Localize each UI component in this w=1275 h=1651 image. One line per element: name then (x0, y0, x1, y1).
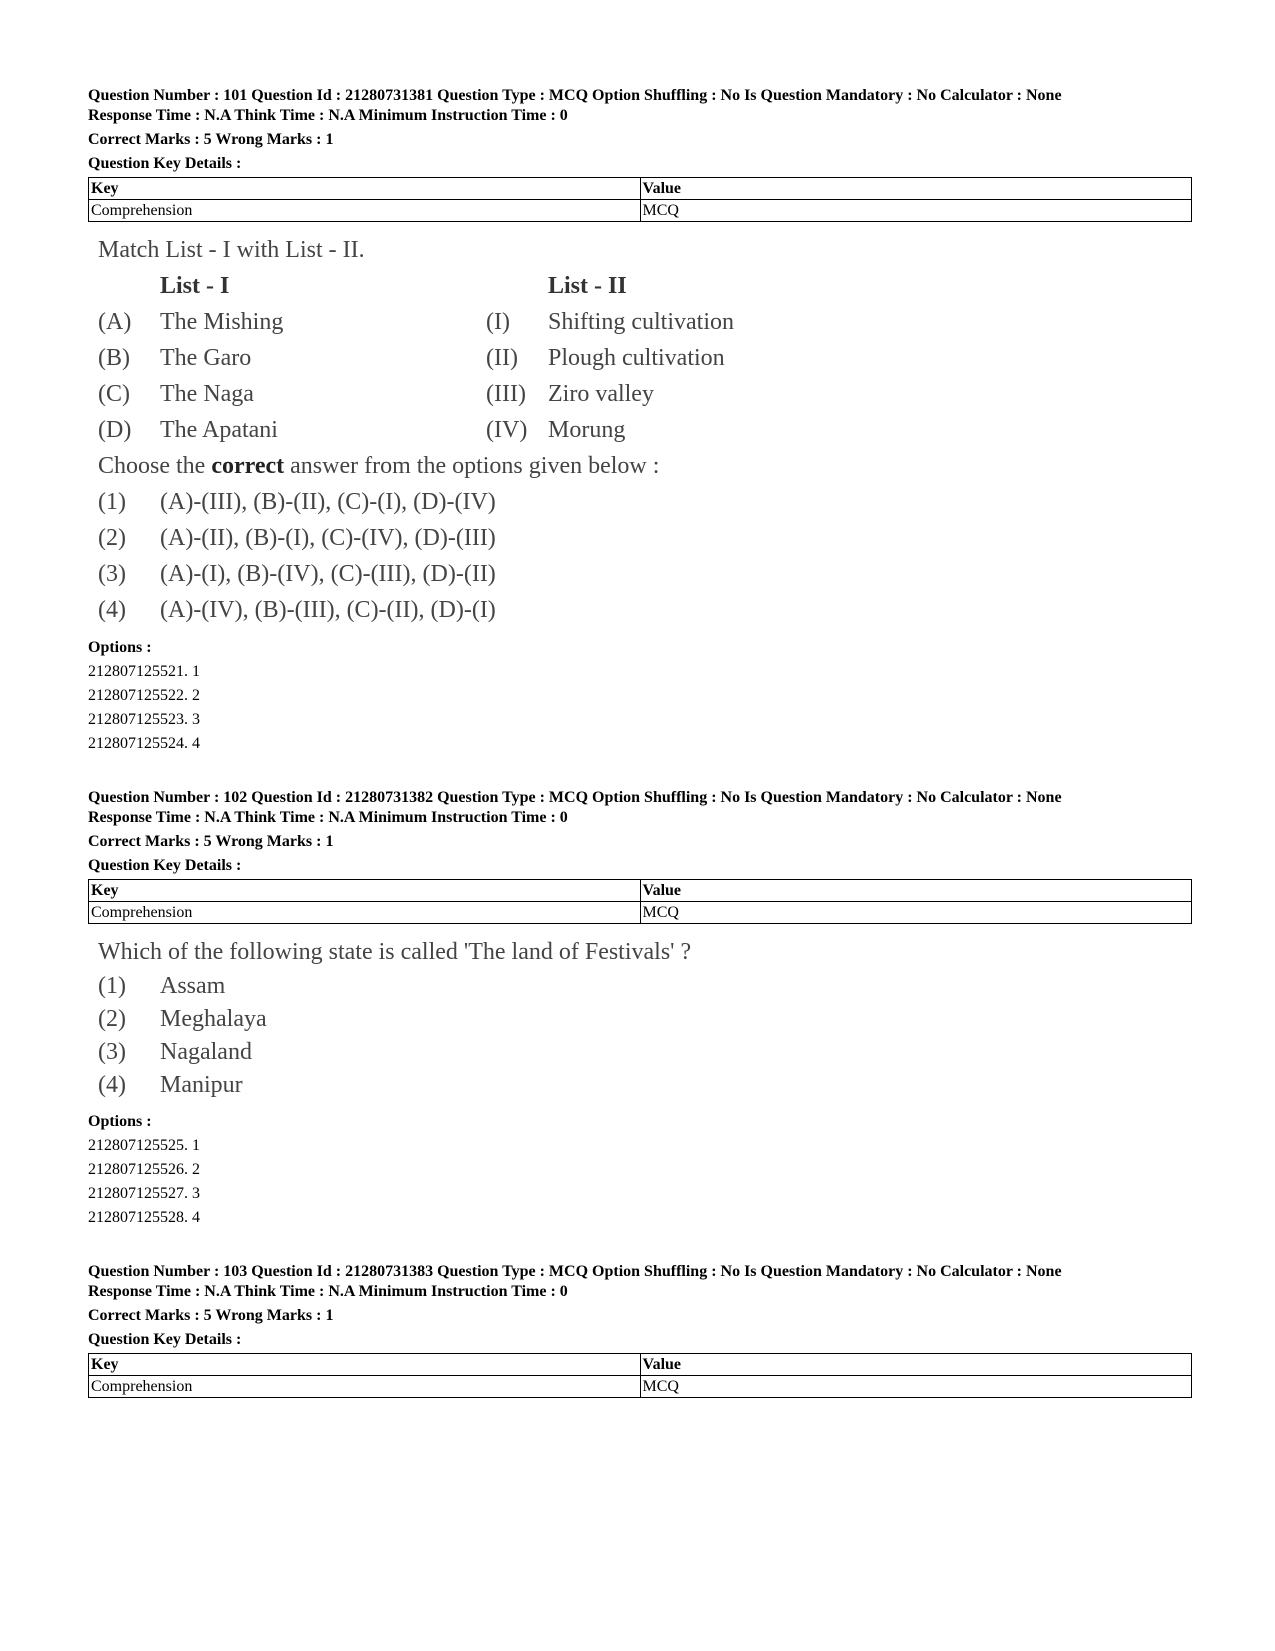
table-cell-key: Comprehension (89, 200, 641, 222)
choose-post: answer from the options given below : (284, 453, 660, 479)
option-id: 212807125524. 4 (88, 735, 200, 752)
list2-label: (III) (486, 381, 526, 407)
answer-number: (1) (98, 489, 126, 515)
answer-text: Nagaland (160, 1039, 252, 1065)
table-cell-value: MCQ (640, 1376, 1192, 1398)
list1-label: (A) (98, 309, 132, 335)
list-row (98, 340, 1192, 376)
table-header-value: Value (640, 1354, 1192, 1376)
question-meta-line1: Question Number : 103 Question Id : 21280731383 Question Type : MCQ Option Shuffling : No Is Question Mandatory : No Calculator : None (88, 1263, 1062, 1280)
answer-choice (98, 970, 1192, 1003)
key-details-table (88, 177, 1192, 222)
table-cell-key: Comprehension (89, 1376, 641, 1398)
answer-choice (98, 592, 1192, 628)
question-body (88, 934, 1192, 1102)
answer-choice (98, 556, 1192, 592)
question-body (88, 232, 1192, 628)
question-meta (88, 788, 1192, 876)
answer-text: Meghalaya (160, 1006, 267, 1032)
question-meta (88, 86, 1192, 174)
list1-text: The Naga (160, 381, 254, 407)
answer-number: (4) (98, 1072, 126, 1098)
list-headers (98, 268, 1192, 304)
key-details-label: Question Key Details : (88, 857, 242, 874)
answer-number: (2) (98, 525, 126, 551)
table-row (89, 200, 1192, 222)
option-id: 212807125526. 2 (88, 1161, 200, 1178)
table-header-row (89, 1354, 1192, 1376)
choose-pre: Choose the (98, 453, 212, 479)
key-details-table (88, 1353, 1192, 1398)
answer-choice (98, 1069, 1192, 1102)
choose-bold: correct (211, 453, 285, 479)
list1-text: The Mishing (160, 309, 284, 335)
marks-line: Correct Marks : 5 Wrong Marks : 1 (88, 833, 334, 850)
key-details-label: Question Key Details : (88, 1331, 242, 1348)
list2-label: (IV) (486, 417, 528, 443)
option-id: 212807125528. 4 (88, 1209, 200, 1226)
answer-number: (3) (98, 561, 126, 587)
marks-line: Correct Marks : 5 Wrong Marks : 1 (88, 131, 334, 148)
answer-number: (4) (98, 597, 126, 623)
key-details-label: Question Key Details : (88, 155, 242, 172)
answer-choice (98, 1036, 1192, 1069)
list-row (98, 412, 1192, 448)
list1-title: List - I (160, 273, 230, 299)
answer-text: (A)-(II), (B)-(I), (C)-(IV), (D)-(III) (160, 525, 496, 551)
list1-label: (B) (98, 345, 130, 371)
exam-page (88, 86, 1192, 1430)
list1-label: (C) (98, 381, 130, 407)
list-row (98, 304, 1192, 340)
answer-text: (A)-(IV), (B)-(III), (C)-(II), (D)-(I) (160, 597, 496, 623)
table-row (89, 902, 1192, 924)
options-label: Options : (88, 639, 152, 656)
question-block-101 (88, 86, 1192, 756)
answer-number: (3) (98, 1039, 126, 1065)
choose-instruction (98, 448, 1192, 484)
list1-label: (D) (98, 417, 132, 443)
key-details-table (88, 879, 1192, 924)
answer-text: (A)-(I), (B)-(IV), (C)-(III), (D)-(II) (160, 561, 496, 587)
answer-text: (A)-(III), (B)-(II), (C)-(I), (D)-(IV) (160, 489, 496, 515)
option-id: 212807125523. 3 (88, 711, 200, 728)
list-row (98, 376, 1192, 412)
answer-choice (98, 1003, 1192, 1036)
list2-label: (I) (486, 309, 510, 335)
question-prompt: Which of the following state is called 'The land of Festivals' ? (98, 939, 692, 965)
option-id: 212807125527. 3 (88, 1185, 200, 1202)
table-header-value: Value (640, 178, 1192, 200)
question-meta (88, 1262, 1192, 1350)
question-block-103 (88, 1262, 1192, 1398)
question-block-102 (88, 788, 1192, 1230)
question-meta-line1: Question Number : 102 Question Id : 21280731382 Question Type : MCQ Option Shuffling : No Is Question Mandatory : No Calculator : None (88, 789, 1062, 806)
answer-choice (98, 520, 1192, 556)
list1-text: The Apatani (160, 417, 278, 443)
list2-label: (II) (486, 345, 518, 371)
table-header-key: Key (89, 880, 641, 902)
list2-text: Morung (548, 417, 626, 443)
question-meta-line2: Response Time : N.A Think Time : N.A Minimum Instruction Time : 0 (88, 107, 568, 124)
table-row (89, 1376, 1192, 1398)
table-cell-key: Comprehension (89, 902, 641, 924)
option-id: 212807125521. 1 (88, 663, 200, 680)
table-cell-value: MCQ (640, 200, 1192, 222)
answer-number: (1) (98, 973, 126, 999)
list2-text: Shifting cultivation (548, 309, 734, 335)
option-id: 212807125525. 1 (88, 1137, 200, 1154)
answer-number: (2) (98, 1006, 126, 1032)
table-header-key: Key (89, 178, 641, 200)
option-id: 212807125522. 2 (88, 687, 200, 704)
table-cell-value: MCQ (640, 902, 1192, 924)
question-prompt: Match List - I with List - II. (98, 237, 365, 263)
options-label: Options : (88, 1113, 152, 1130)
marks-line: Correct Marks : 5 Wrong Marks : 1 (88, 1307, 334, 1324)
table-header-row (89, 178, 1192, 200)
question-meta-line2: Response Time : N.A Think Time : N.A Minimum Instruction Time : 0 (88, 809, 568, 826)
list2-text: Ziro valley (548, 381, 654, 407)
table-header-key: Key (89, 1354, 641, 1376)
question-meta-line1: Question Number : 101 Question Id : 21280731381 Question Type : MCQ Option Shuffling : No Is Question Mandatory : No Calculator : None (88, 87, 1062, 104)
list1-text: The Garo (160, 345, 252, 371)
list2-text: Plough cultivation (548, 345, 725, 371)
answer-text: Manipur (160, 1072, 243, 1098)
table-header-value: Value (640, 880, 1192, 902)
table-header-row (89, 880, 1192, 902)
list2-title: List - II (548, 273, 627, 299)
question-meta-line2: Response Time : N.A Think Time : N.A Minimum Instruction Time : 0 (88, 1283, 568, 1300)
answer-choice (98, 484, 1192, 520)
answer-text: Assam (160, 973, 226, 999)
